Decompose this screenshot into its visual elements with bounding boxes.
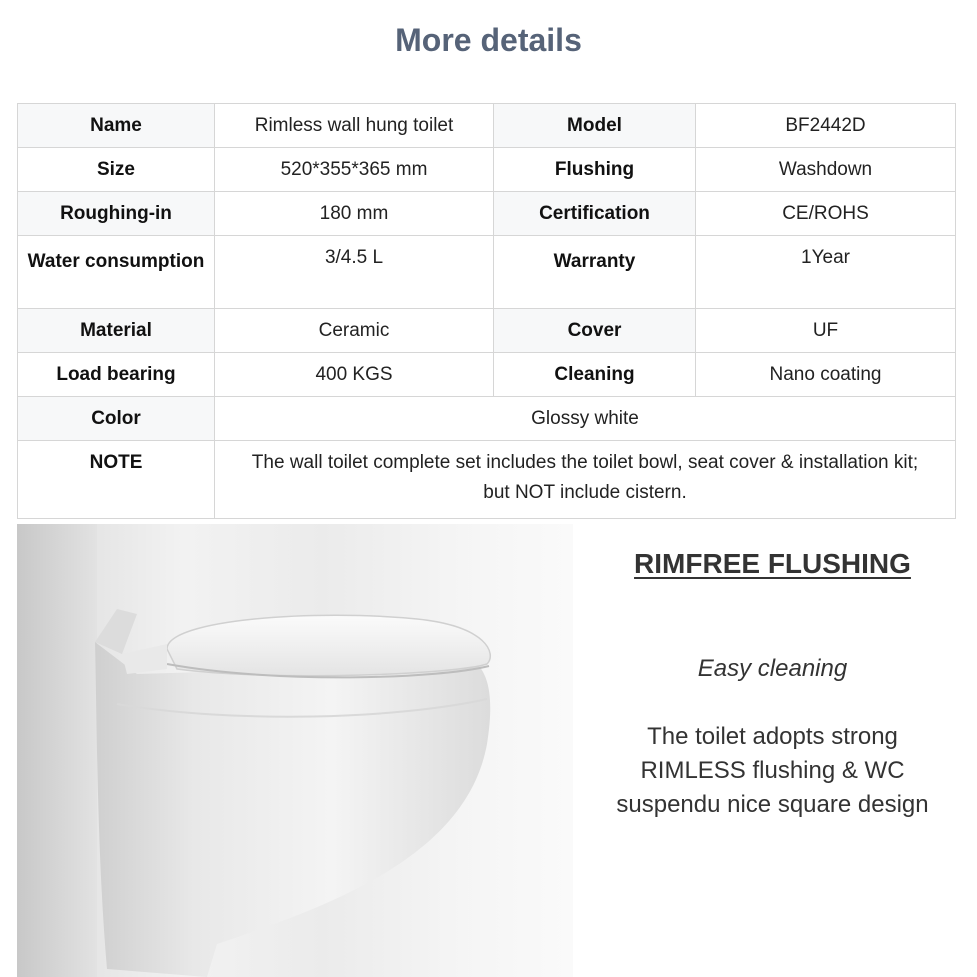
table-row [18,148,956,192]
toilet-photo [17,524,573,977]
feature-description [590,720,955,822]
toilet-illustration [17,524,573,977]
spec-value: CE/ROHS [696,192,956,236]
spec-key: Size [18,148,215,192]
table-row [18,353,956,397]
table-row [18,397,956,441]
spec-value: UF [696,309,956,353]
spec-key: NOTE [18,441,215,519]
spec-value: Glossy white [215,397,956,441]
hinge-area [122,644,167,674]
spec-value: Rimless wall hung toilet [215,104,494,148]
table-row [18,441,956,519]
page-title: More details [395,22,582,58]
seat-cover [167,615,490,676]
bowl [95,642,490,977]
table-row [18,192,956,236]
spec-key: Certification [494,192,696,236]
spec-value: 1Year [696,236,956,309]
feature-subtitle: Easy cleaning [697,655,848,682]
spec-key: Color [18,397,215,441]
wall [17,524,97,977]
spec-value: 3/4.5 L [215,236,494,309]
feature-desc-line: suspendu nice square design [616,791,929,818]
spec-key: Name [18,104,215,148]
note-value [215,441,956,519]
spec-table [17,103,956,519]
feature-desc-line: The toilet adopts strong [647,723,898,750]
spec-value: Ceramic [215,309,494,353]
table-row [18,309,956,353]
note-line: The wall toilet complete set includes the toilet bowl, seat cover & installation kit; [251,452,919,473]
spec-key: Roughing-in [18,192,215,236]
feature-desc-line: RIMLESS flushing & WC [640,757,905,784]
feature-title: RIMFREE FLUSHING [634,548,911,579]
spec-key: Load bearing [18,353,215,397]
table-row [18,236,956,309]
table-row [18,104,956,148]
spec-value: Nano coating [696,353,956,397]
spec-key: Warranty [494,236,696,309]
spec-value: Washdown [696,148,956,192]
spec-value: BF2442D [696,104,956,148]
spec-key: Model [494,104,696,148]
spec-key: Water consumption [18,236,215,309]
spec-value: 520*355*365 mm [215,148,494,192]
spec-value: 400 KGS [215,353,494,397]
spec-key: Flushing [494,148,696,192]
spec-key: Cleaning [494,353,696,397]
spec-key: Cover [494,309,696,353]
spec-value: 180 mm [215,192,494,236]
note-line: but NOT include cistern. [483,482,687,503]
spec-key: Material [18,309,215,353]
